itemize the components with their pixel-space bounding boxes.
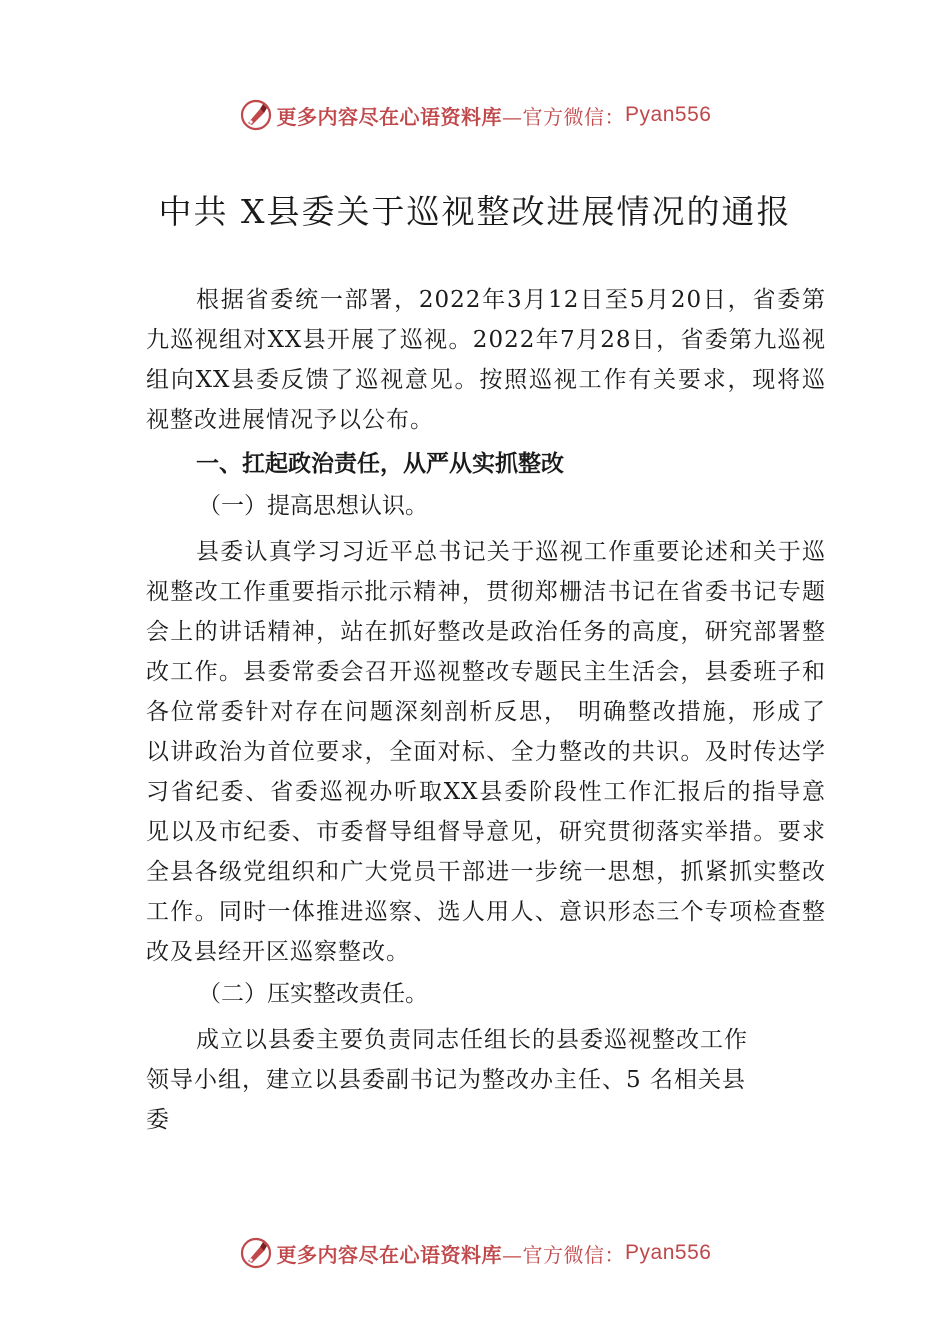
subsection-heading-1: （一）提高思想认识。 [198,493,428,519]
watermark-main-text: 更多内容尽在心语资料库 [276,104,503,129]
watermark-wechat-id: Pyan556 [625,103,712,126]
pen-nib-seal-icon [239,98,273,132]
watermark-main-text: 更多内容尽在心语资料库 [276,1242,503,1267]
section-heading-1: 一、扛起政治责任，从严从实抓整改 [196,451,564,477]
document-body [146,280,826,1140]
watermark-footer [0,1233,950,1273]
document-title: 中共 X县委关于巡视整改进展情况的通报 [158,192,792,231]
subsection-1-paragraph: 县委认真学习习近平总书记关于巡视工作重要论述和关于巡视整改工作重要指示批示精神，贯彻郑栅洁书记在省委书记专题会上的讲话精神，站在抓好整改是政治任务的高度，研究部署整改工作。县委常委会召开巡视整改专题民主生活会，县委班子和各位常委针对存在问题深刻剖析反思， 明确整改措施，形成了以讲政治为首位要求，全面对标、全力整改的共识。及时传达学习省纪委、省委巡视办听取XX县委阶段性工作汇报后的指导意见以及市纪委、市委督导组督导意见，研究贯彻落实举措。要求全县各级党组织和广大党员干部进一步统一思想，抓紧抓实整改工作。同时一体推进巡察、选人用人、意识形态三个专项检查整改及县经开区巡察整改。 [146,539,826,965]
intro-paragraph: 根据省委统一部署，2022年3月12日至5月20日，省委第九巡视组对XX县开展了巡视。2022年7月28日，省委第九巡视组向XX县委反馈了巡视意见。按照巡视工作有关要求，现将巡视整改进展情况予以公布。 [146,287,826,433]
subsection-2-line-1: 成立以县委主要负责同志任组长的县委巡视整改工作 [196,1027,748,1053]
pen-nib-seal-icon [239,1236,273,1270]
subsection-2-line-3: 委 [146,1107,170,1133]
watermark-separator: —官方微信： [502,1242,626,1267]
watermark-header [0,95,950,135]
subsection-2-line-2: 领导小组，建立以县委副书记为整改办主任、5 名相关县 [146,1067,746,1093]
subsection-heading-2: （二）压实整改责任。 [198,981,428,1007]
watermark-wechat-id: Pyan556 [625,1241,712,1264]
watermark-separator: —官方微信： [502,104,626,129]
